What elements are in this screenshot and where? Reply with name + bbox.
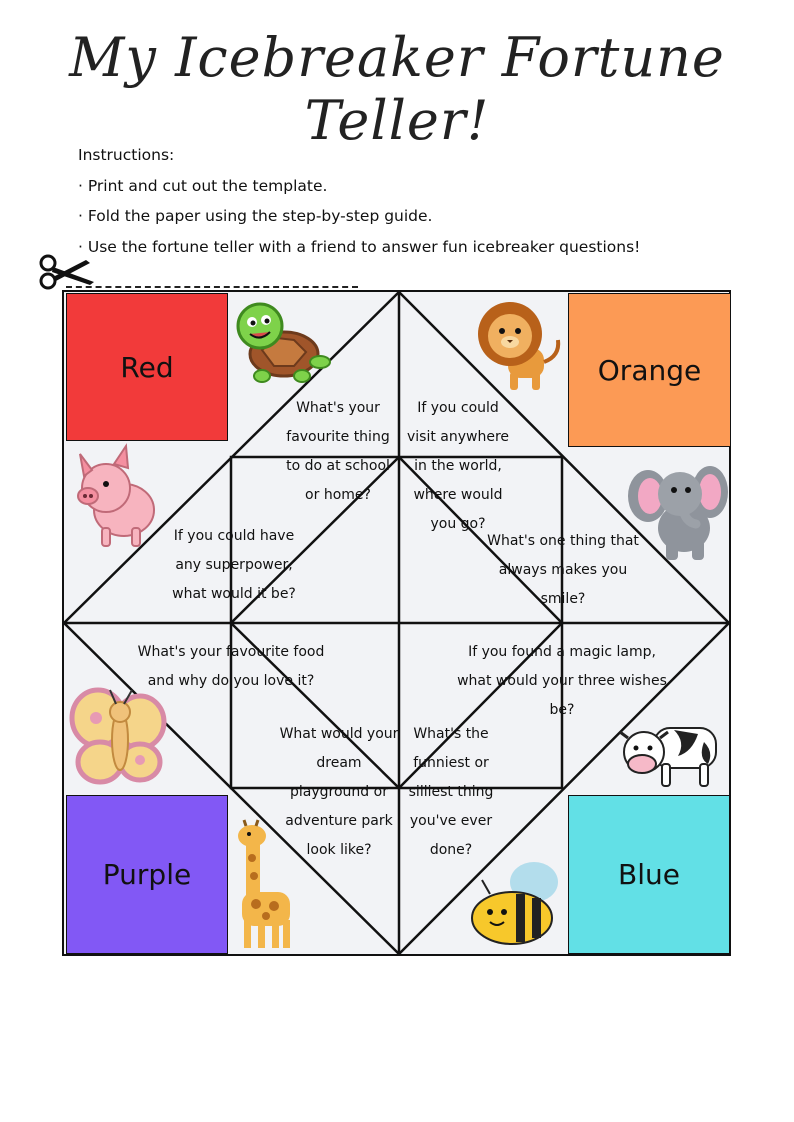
question-3: If you could have any superpower, what would it be?	[172, 528, 296, 602]
question-1: What's your favourite thing to do at school or home?	[286, 400, 390, 503]
color-box-orange	[568, 293, 731, 447]
color-label-red: Red	[120, 350, 174, 384]
instruction-step: · Print and cut out the template.	[78, 176, 328, 195]
question-2: If you could visit anywhere in the world, where would you go?	[406, 400, 510, 532]
color-box-red	[66, 293, 228, 441]
color-box-blue	[568, 795, 730, 954]
lion-icon	[474, 296, 566, 394]
question-4: What's one thing that always makes you smile?	[487, 533, 639, 607]
instruction-step: · Use the fortune teller with a friend to answer fun icebreaker questions!	[78, 237, 641, 256]
question-6: If you found a magic lamp, what would your three wishes be?	[457, 644, 667, 718]
color-label-blue: Blue	[618, 858, 680, 891]
color-label-orange: Orange	[597, 353, 702, 387]
page-title: My Icebreaker Fortune Teller!	[69, 26, 725, 152]
instructions-heading: Instructions:	[78, 146, 175, 164]
instructions	[78, 140, 640, 262]
cow-icon	[618, 712, 724, 796]
fortune-teller-board	[62, 290, 731, 956]
question-5: What's your favourite food and why do you love it?	[137, 644, 325, 689]
giraffe-icon	[232, 818, 302, 952]
color-box-purple	[66, 795, 228, 954]
bee-icon	[468, 860, 568, 952]
color-label-purple: Purple	[102, 858, 192, 891]
butterfly-icon	[66, 682, 170, 792]
question-8: What's the funniest or silliest thing you've ever done?	[408, 726, 494, 858]
turtle-icon	[232, 298, 332, 384]
instruction-step: · Fold the paper using the step-by-step guide.	[78, 207, 433, 225]
pig-icon	[66, 440, 164, 556]
question-7: What would your dream playground or adventure park look like?	[279, 726, 399, 858]
elephant-icon	[626, 450, 730, 566]
cut-line	[66, 286, 358, 288]
